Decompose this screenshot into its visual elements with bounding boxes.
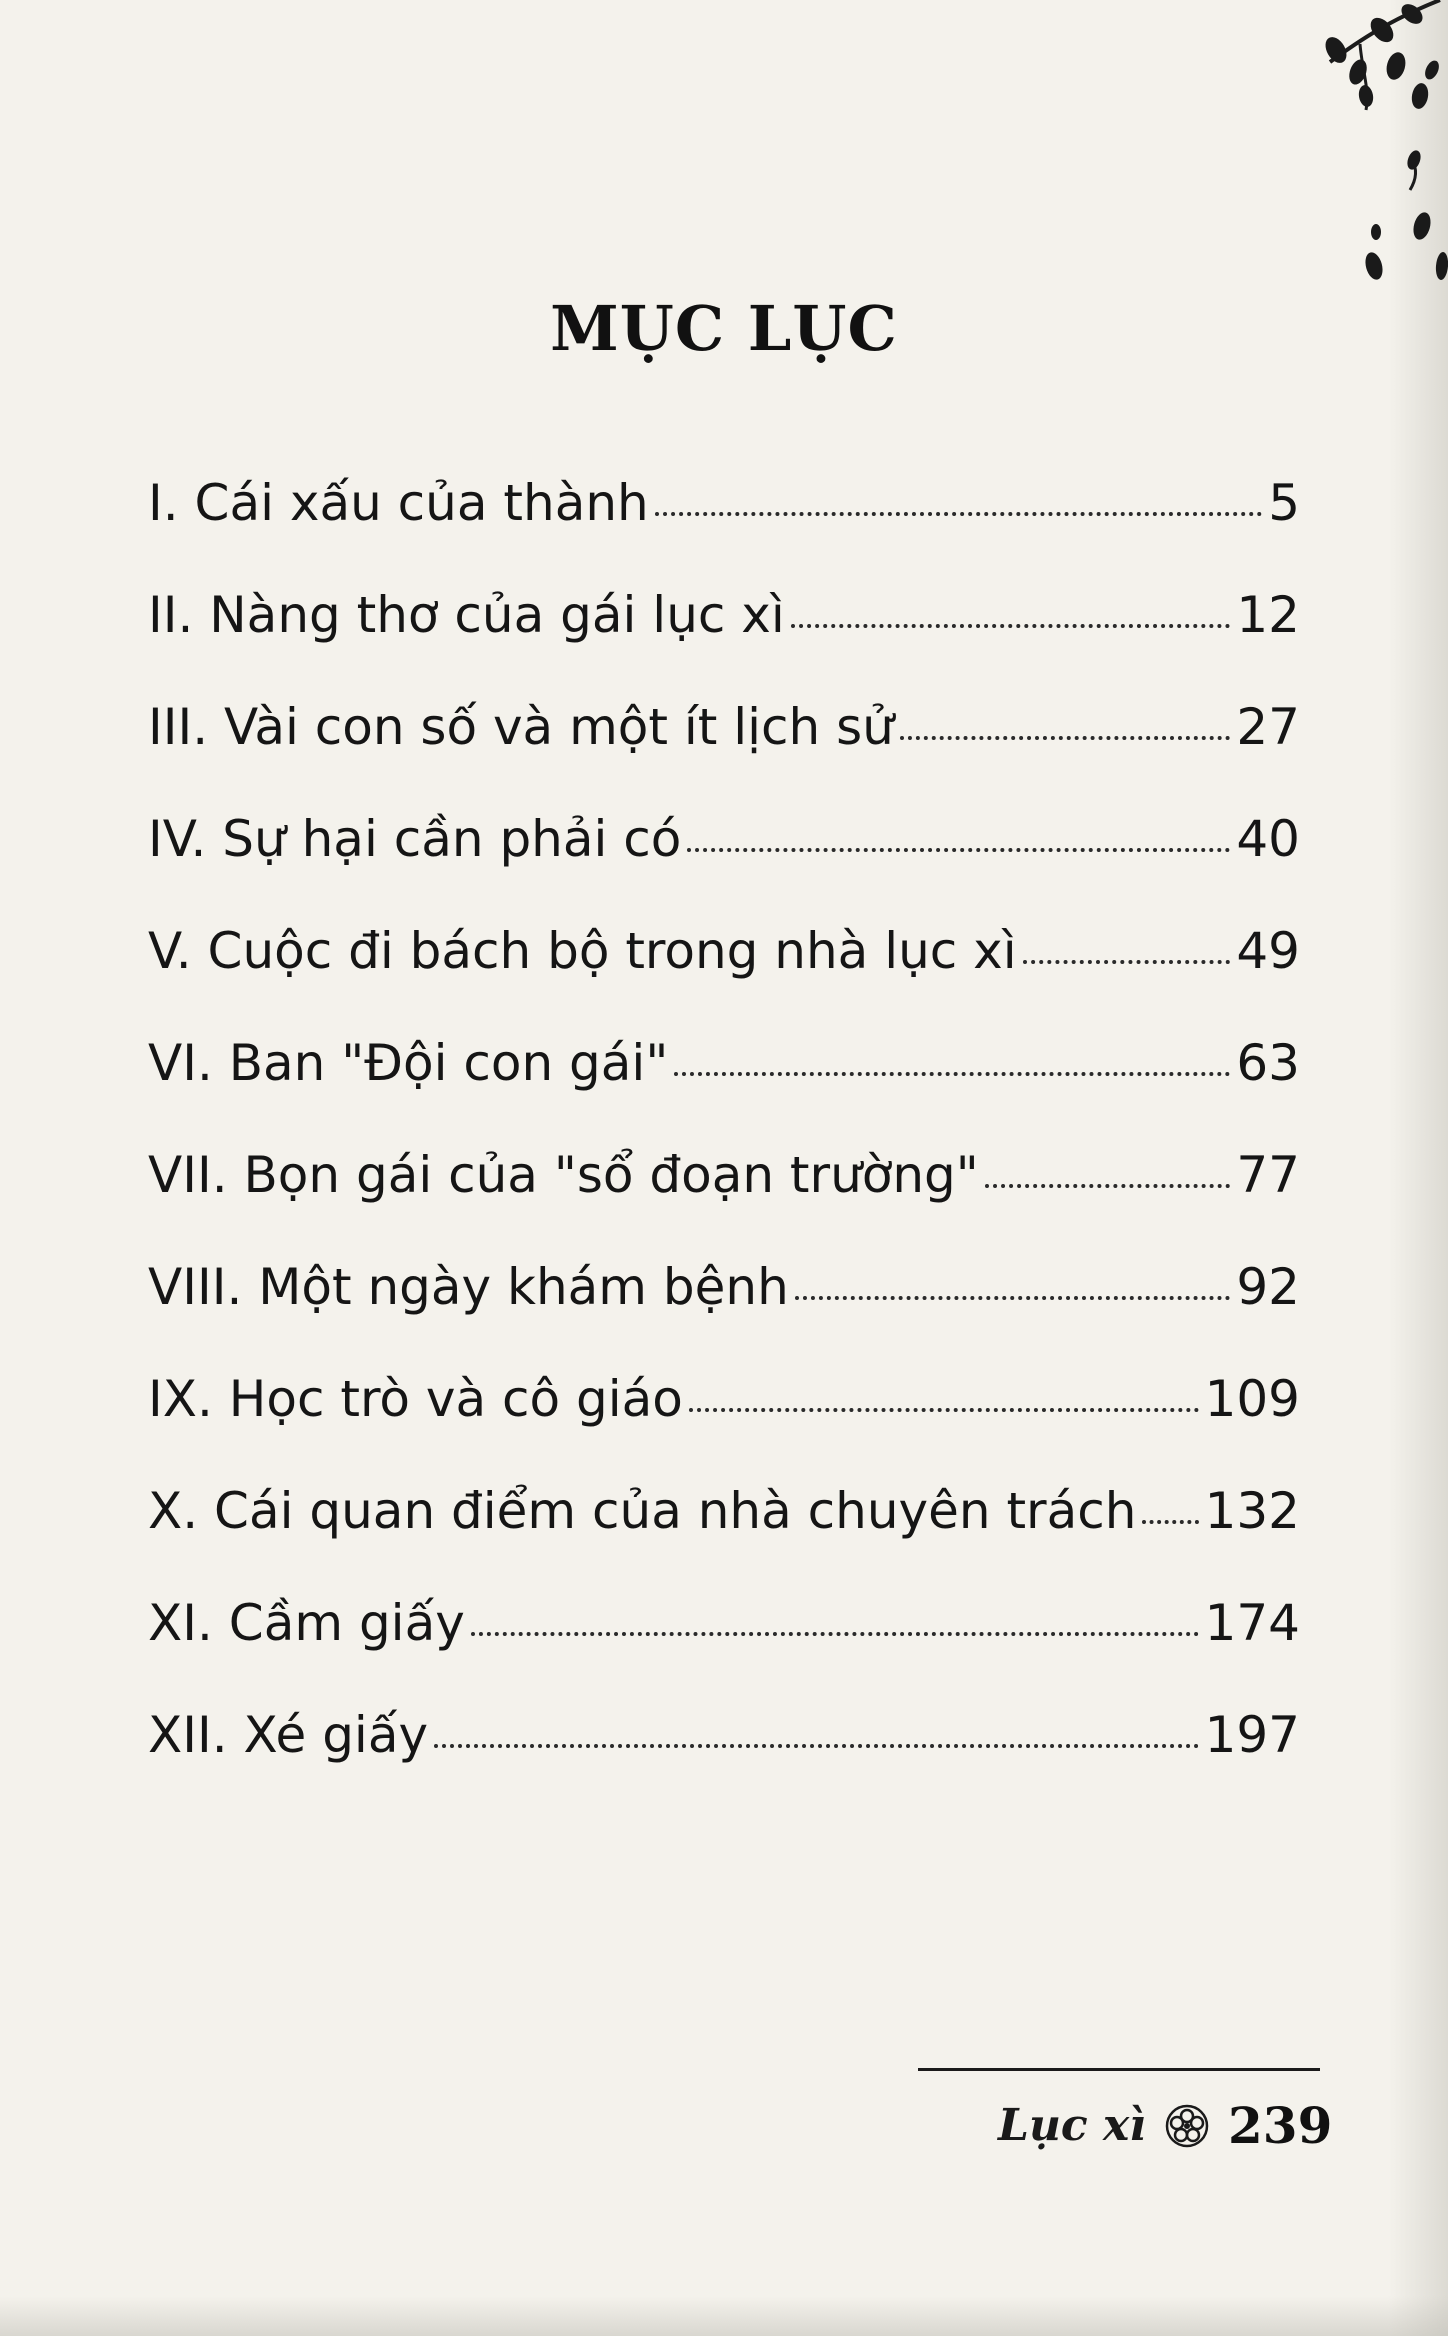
toc-entry-page: 174 (1204, 1594, 1300, 1652)
dot-leader (471, 1632, 1199, 1636)
toc-entry[interactable] (148, 1370, 1300, 1482)
branch-leaves-icon (1300, 0, 1448, 300)
toc-entry-title: IX. Học trò và cô giáo (148, 1370, 683, 1428)
toc-entry[interactable] (148, 474, 1300, 586)
toc-entry-title: VIII. Một ngày khám bệnh (148, 1258, 789, 1316)
dot-leader (1023, 960, 1231, 964)
toc-entry[interactable] (148, 586, 1300, 698)
page-number: 239 (1227, 2096, 1333, 2155)
toc-entry-title: VII. Bọn gái của "sổ đoạn trường" (148, 1146, 979, 1204)
table-of-contents (148, 474, 1300, 1818)
toc-entry-title: V. Cuộc đi bách bộ trong nhà lục xì (148, 922, 1017, 980)
dot-leader (791, 624, 1231, 628)
dot-leader (687, 848, 1230, 852)
toc-entry-title: XII. Xé giấy (148, 1706, 429, 1764)
toc-entry[interactable] (148, 810, 1300, 922)
toc-entry-title: III. Vài con số và một ít lịch sử (148, 698, 894, 756)
toc-entry-page: 109 (1204, 1370, 1300, 1428)
toc-entry-page: 77 (1236, 1146, 1300, 1204)
dot-leader (900, 736, 1231, 740)
flower-icon (1164, 2103, 1210, 2149)
toc-entry-page: 27 (1236, 698, 1300, 756)
toc-entry[interactable] (148, 1258, 1300, 1370)
toc-entry-title: II. Nàng thơ của gái lục xì (148, 586, 785, 644)
toc-entry[interactable] (148, 922, 1300, 1034)
page-footer (998, 2096, 1332, 2155)
toc-entry-page: 197 (1204, 1706, 1300, 1764)
toc-entry-title: VI. Ban "Đội con gái" (148, 1034, 669, 1092)
toc-entry[interactable] (148, 1034, 1300, 1146)
toc-entry-page: 12 (1236, 586, 1300, 644)
toc-entry-title: I. Cái xấu của thành (148, 474, 649, 532)
toc-entry[interactable] (148, 698, 1300, 810)
toc-entry-page: 132 (1204, 1482, 1300, 1540)
toc-entry-title: XI. Cầm giấy (148, 1594, 465, 1652)
toc-entry-page: 92 (1236, 1258, 1300, 1316)
toc-entry[interactable] (148, 1594, 1300, 1706)
toc-entry[interactable] (148, 1146, 1300, 1258)
dot-leader (1142, 1520, 1198, 1524)
running-title: Lục xì (998, 2100, 1146, 2151)
toc-entry-page: 40 (1236, 810, 1300, 868)
toc-entry-page: 63 (1236, 1034, 1300, 1092)
toc-entry-page: 5 (1268, 474, 1300, 532)
toc-entry-title: IV. Sự hại cần phải có (148, 810, 682, 868)
dot-leader (985, 1184, 1231, 1188)
dot-leader (434, 1744, 1199, 1748)
dot-leader (689, 1408, 1199, 1412)
footer-divider (918, 2068, 1320, 2071)
page-bottom-shadow (0, 2296, 1448, 2336)
dot-leader (795, 1296, 1231, 1300)
toc-entry[interactable] (148, 1706, 1300, 1818)
dot-leader (674, 1072, 1230, 1076)
toc-heading: MỤC LỤC (550, 292, 898, 365)
toc-entry-page: 49 (1236, 922, 1300, 980)
toc-entry[interactable] (148, 1482, 1300, 1594)
toc-entry-title: X. Cái quan điểm của nhà chuyên trách (148, 1482, 1137, 1540)
dot-leader (655, 512, 1262, 516)
